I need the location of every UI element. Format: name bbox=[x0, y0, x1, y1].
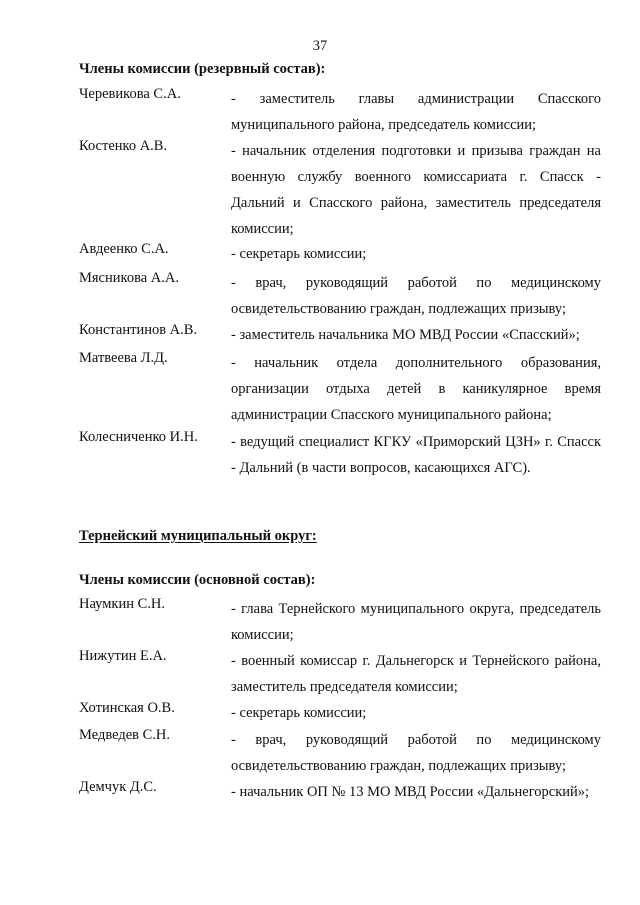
page-number: 37 bbox=[312, 38, 328, 54]
member-name: Медведев С.Н. bbox=[79, 727, 171, 743]
member-role: - начальник отделения подготовки и призыва граждан на военную службу военного комиссариата г. Спасск - Дальний и Спасского района, заместитель председателя комиссии; bbox=[231, 143, 601, 237]
member-name: Авдеенко С.А. bbox=[79, 241, 169, 257]
member-name: Демчук Д.С. bbox=[79, 779, 157, 795]
member-name: Черевикова С.А. bbox=[79, 86, 181, 102]
member-name: Нижутин Е.А. bbox=[79, 648, 167, 664]
district-heading: Тернейский муниципальный округ: bbox=[79, 528, 317, 544]
member-role: - военный комиссар г. Дальнегорск и Тернейского района, заместитель председателя комиссии; bbox=[231, 653, 601, 695]
member-name: Хотинская О.В. bbox=[79, 700, 175, 716]
member-role: - ведущий специалист КГКУ «Приморский ЦЗН» г. Спасск - Дальний (в части вопросов, касающихся АГС). bbox=[231, 434, 601, 476]
main-members-heading: Члены комиссии (основной состав): bbox=[79, 572, 316, 588]
member-name: Колесниченко И.Н. bbox=[79, 429, 198, 445]
member-role: - заместитель главы администрации Спасского муниципального района, председатель комиссии; bbox=[231, 91, 601, 133]
member-role: - секретарь комиссии; bbox=[231, 246, 367, 262]
member-name: Константинов А.В. bbox=[79, 322, 198, 338]
member-name: Мясникова А.А. bbox=[79, 270, 179, 286]
reserve-members-heading: Члены комиссии (резервный состав): bbox=[79, 61, 326, 77]
member-role: - начальник отдела дополнительного образования, организации отдыха детей в каникулярное время администрации Спасского муниципального района; bbox=[231, 355, 601, 423]
member-name: Матвеева Л.Д. bbox=[79, 350, 168, 366]
member-name: Наумкин С.Н. bbox=[79, 596, 165, 612]
member-role: - заместитель начальника МО МВД России «Спасский»; bbox=[231, 327, 580, 343]
member-role: - глава Тернейского муниципального округа, председатель комиссии; bbox=[231, 601, 601, 643]
member-role: - врач, руководящий работой по медицинскому освидетельствованию граждан, подлежащих призыву; bbox=[231, 732, 601, 774]
member-role: - начальник ОП № 13 МО МВД России «Дальнегорский»; bbox=[231, 784, 590, 800]
member-role: - секретарь комиссии; bbox=[231, 705, 367, 721]
member-name: Костенко А.В. bbox=[79, 138, 168, 154]
member-role: - врач, руководящий работой по медицинскому освидетельствованию граждан, подлежащих призыву; bbox=[231, 275, 601, 317]
